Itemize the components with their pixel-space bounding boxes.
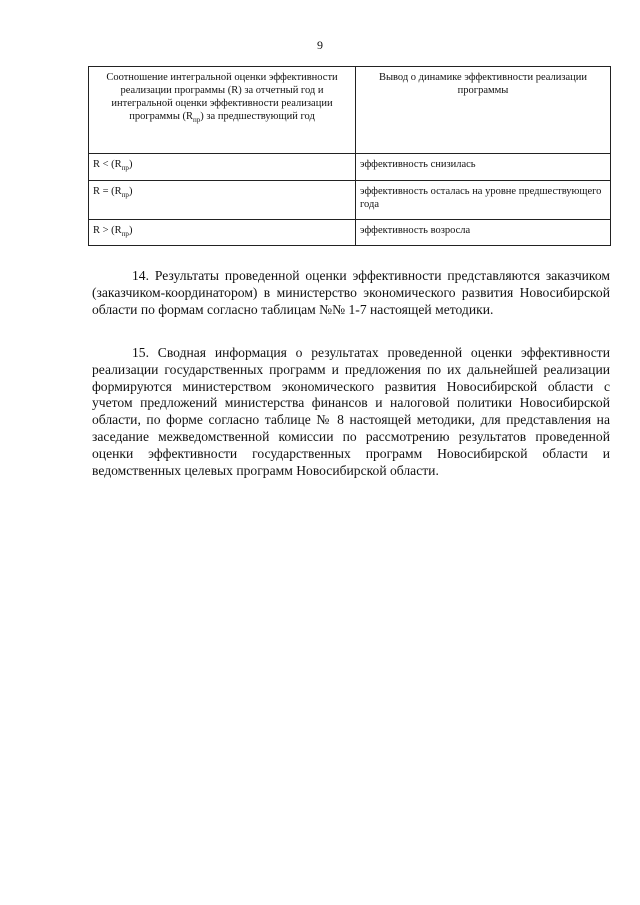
condition-suffix: ) [128, 186, 133, 197]
condition-text: R > (R [93, 225, 122, 236]
condition-sub: пр [121, 164, 129, 173]
condition-cell [89, 181, 356, 220]
header-ratio-text: Соотношение интегральной оценки эффективности реализации программы (R) за отчетный год и интегральной оценки эффективности реализации программы (R [106, 72, 338, 122]
paragraph-15: 15. Сводная информация о результатах проведенной оценки эффективности реализации государственных программ и предложения по их дальнейшей реализации формируются министерством экономического развития Новосибирской области с учетом предложений министерства финансов и налоговой политики Новосибирской области, по форме согласно таблице № 8 настоящей методики, для представления на заседание межведомственной комиссии по рассмотрению результатов проведенной оценки эффективности государственных программ Новосибирской области и ведомственных целевых программ Новосибирской области. [92, 345, 610, 478]
header-ratio [89, 67, 356, 154]
table-header-row [89, 67, 611, 154]
result-cell: эффективность снизилась [356, 154, 611, 181]
condition-suffix: ) [128, 159, 133, 170]
page-number: 9 [317, 38, 323, 52]
result-cell: эффективность осталась на уровне предшествующего года [356, 181, 611, 220]
table-row [89, 154, 611, 181]
paragraph-14: 14. Результаты проведенной оценки эффективности представляются заказчиком (заказчиком-координатором) в министерство экономического развития Новосибирской области по формам согласно таблицам №№ 1-7 настоящей методики. [92, 268, 610, 317]
condition-sub: пр [121, 230, 129, 239]
efficiency-dynamics-table [88, 66, 611, 246]
condition-text: R = (R [93, 186, 122, 197]
condition-suffix: ) [128, 225, 133, 236]
condition-cell [89, 220, 356, 246]
condition-sub: пр [121, 191, 129, 200]
condition-cell [89, 154, 356, 181]
header-ratio-sub: пр [193, 116, 201, 125]
table-row [89, 220, 611, 246]
header-ratio-tail: ) за предшествующий год [200, 111, 315, 122]
header-conclusion: Вывод о динамике эффективности реализации программы [356, 67, 611, 154]
result-cell: эффективность возросла [356, 220, 611, 246]
condition-text: R < (R [93, 159, 122, 170]
table-row [89, 181, 611, 220]
